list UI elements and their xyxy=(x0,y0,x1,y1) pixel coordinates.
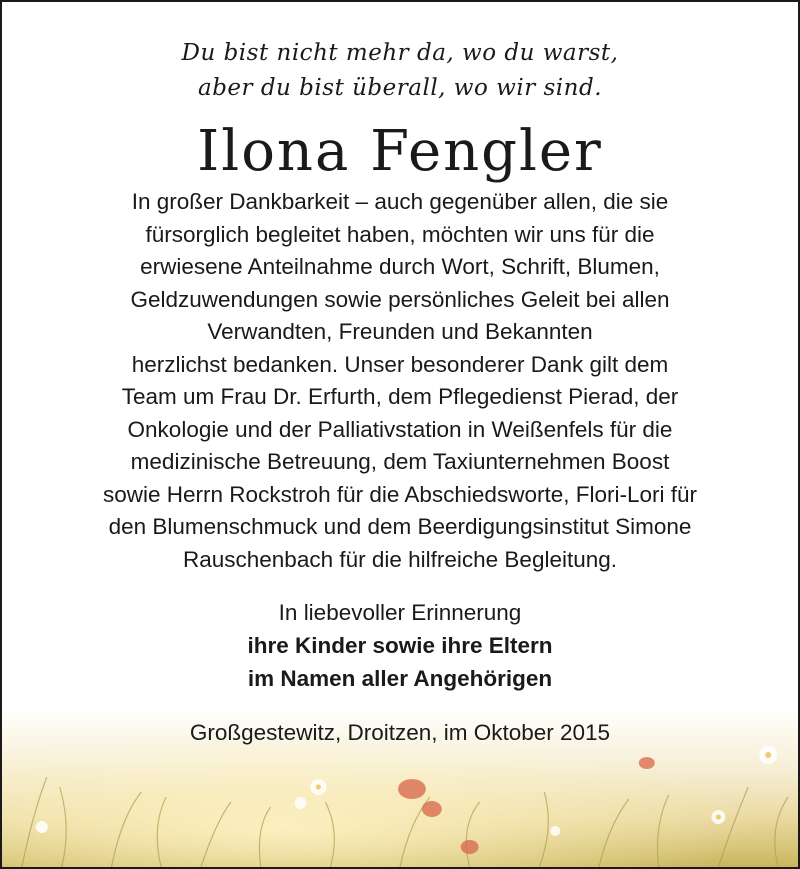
thanks-line: den Blumenschmuck und dem Beerdigungsinstitut Simone xyxy=(108,514,692,539)
deceased-name: Ilona Fengler xyxy=(197,119,603,184)
thanks-line: In großer Dankbarkeit – auch gegenüber allen, die sie xyxy=(131,189,669,214)
signers-line-1: ihre Kinder sowie ihre Eltern xyxy=(247,633,553,658)
thanks-line: Geldzuwendungen sowie persönliches Geleit bei allen xyxy=(130,286,670,312)
memorial-quote xyxy=(2,2,798,106)
place-and-date: Großgestewitz, Droitzen, im Oktober 2015 xyxy=(189,720,611,745)
thanks-line: Verwandten, Freunden und Bekannten xyxy=(207,319,593,344)
thanks-line: erwiesene Anteilnahme durch Wort, Schrift, Blumen, xyxy=(140,254,660,279)
thanks-line: medizinische Betreuung, dem Taxiunternehmen Boost xyxy=(130,449,670,474)
notice-content xyxy=(2,2,798,749)
quote-line-2: aber du bist überall, wo wir sind. xyxy=(197,75,603,101)
closing-intro: In liebevoller Erinnerung xyxy=(278,600,522,625)
thanks-line: herzlichst bedanken. Unser besonderer Dank gilt dem xyxy=(131,351,669,377)
quote-line-1: Du bist nicht mehr da, wo du warst, xyxy=(181,40,619,66)
thanks-line: Team um Frau Dr. Erfurth, dem Pflegedienst Pierad, der xyxy=(121,384,679,409)
closing-signature xyxy=(2,596,798,695)
thanks-line: fürsorglich begleitet haben, möchten wir uns für die xyxy=(145,221,655,247)
thanks-text xyxy=(2,186,798,576)
thanks-line: Rauschenbach für die hilfreiche Begleitung. xyxy=(182,546,618,572)
thanks-line: sowie Herrn Rockstroh für die Abschiedsworte, Flori-Lori für xyxy=(103,481,697,507)
thanks-line: Onkologie und der Palliativstation in Weißenfels für die xyxy=(127,416,673,442)
signers-line-2: im Namen aller Angehörigen xyxy=(247,666,553,691)
